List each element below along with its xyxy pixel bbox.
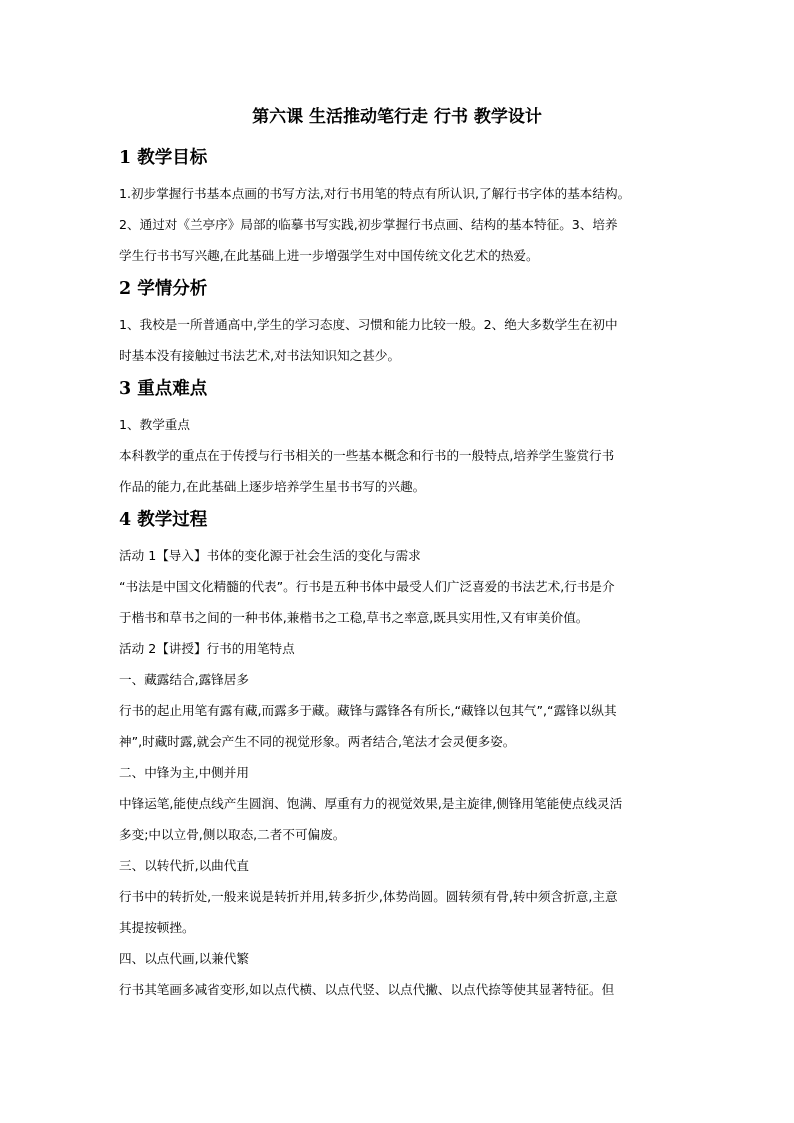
paragraph-line: 2、通过对《兰亭序》局部的临摹书写实践,初步掌握行书点画、结构的基本特征。3、培养 (119, 217, 618, 232)
paragraph-line: 神”,时藏时露,就会产生不同的视觉形象。两者结合,笔法才会灵便多姿。 (119, 734, 516, 749)
section-teaching-process (119, 508, 681, 1005)
paragraph-line: 行书的起止用笔有露有藏,而露多于藏。藏锋与露锋各有所长,“藏锋以包其气”,“露锋以纵其 (119, 703, 617, 718)
paragraph-line: 于楷书和草书之间的一种书体,兼楷书之工稳,草书之率意,既具实用性,又有审美价值。 (119, 610, 589, 625)
section-heading: 3 重点难点 (119, 379, 208, 399)
section-learning-analysis (119, 277, 681, 371)
paragraph-line: 活动 1【导入】书体的变化源于社会生活的变化与需求 (119, 548, 421, 563)
paragraph-line: 多变;中以立骨,侧以取态,二者不可偏废。 (119, 827, 346, 842)
paragraph-line: 四、以点代画,以兼代繁 (119, 951, 249, 966)
paragraph-line: 学生行书书写兴趣,在此基础上进一步增强学生对中国传统文化艺术的热爱。 (119, 248, 539, 263)
section-key-points (119, 377, 681, 502)
document-body (119, 146, 681, 1005)
paragraph-line: 1、我校是一所普通高中,学生的学习态度、习惯和能力比较一般。2、绝大多数学生在初中 (119, 317, 618, 332)
paragraph-line: 作品的能力,在此基础上逐步培养学生星书书写的兴趣。 (119, 479, 426, 494)
paragraph-line: 三、以转代折,以曲代直 (119, 858, 249, 873)
paragraph-line: 行书其笔画多减省变形,如以点代横、以点代竖、以点代撇、以点代捺等使其显著特征。但 (119, 982, 615, 997)
paragraph-line: 时基本没有接触过书法艺术,对书法知识知之甚少。 (119, 348, 401, 363)
section-heading: 4 教学过程 (119, 510, 208, 530)
paragraph-line: 本科教学的重点在于传授与行书相关的一些基本概念和行书的一般特点,培养学生鉴赏行书 (119, 448, 615, 463)
paragraph-line: 一、藏露结合,露锋居多 (119, 672, 249, 687)
paragraph-line: 1.初步掌握行书基本点画的书写方法,对行书用笔的特点有所认识,了解行书字体的基本结构。 (119, 186, 631, 201)
section-heading: 1 教学目标 (119, 148, 208, 168)
paragraph-line: 中锋运笔,能使点线产生圆润、饱满、厚重有力的视觉效果,是主旋律,侧锋用笔能使点线灵活 (119, 796, 623, 811)
paragraph-line: “书法是中国文化精髓的代表”。行书是五种书体中最受人们广泛喜爱的书法艺术,行书是介 (119, 579, 615, 594)
section-teaching-goals (119, 146, 681, 271)
paragraph-line: 其提按顿挫。 (119, 920, 195, 935)
section-heading: 2 学情分析 (119, 279, 208, 299)
paragraph-line: 二、中锋为主,中侧并用 (119, 765, 249, 780)
paragraph-line: 行书中的转折处,一般来说是转折并用,转多折少,体势尚圆。圆转须有骨,转中须含折意,主意 (119, 889, 618, 904)
paragraph-line: 活动 2【讲授】行书的用笔特点 (119, 641, 295, 656)
paragraph-line: 1、教学重点 (119, 417, 190, 432)
document-title: 第六课 生活推动笔行走 行书 教学设计 (252, 107, 542, 127)
